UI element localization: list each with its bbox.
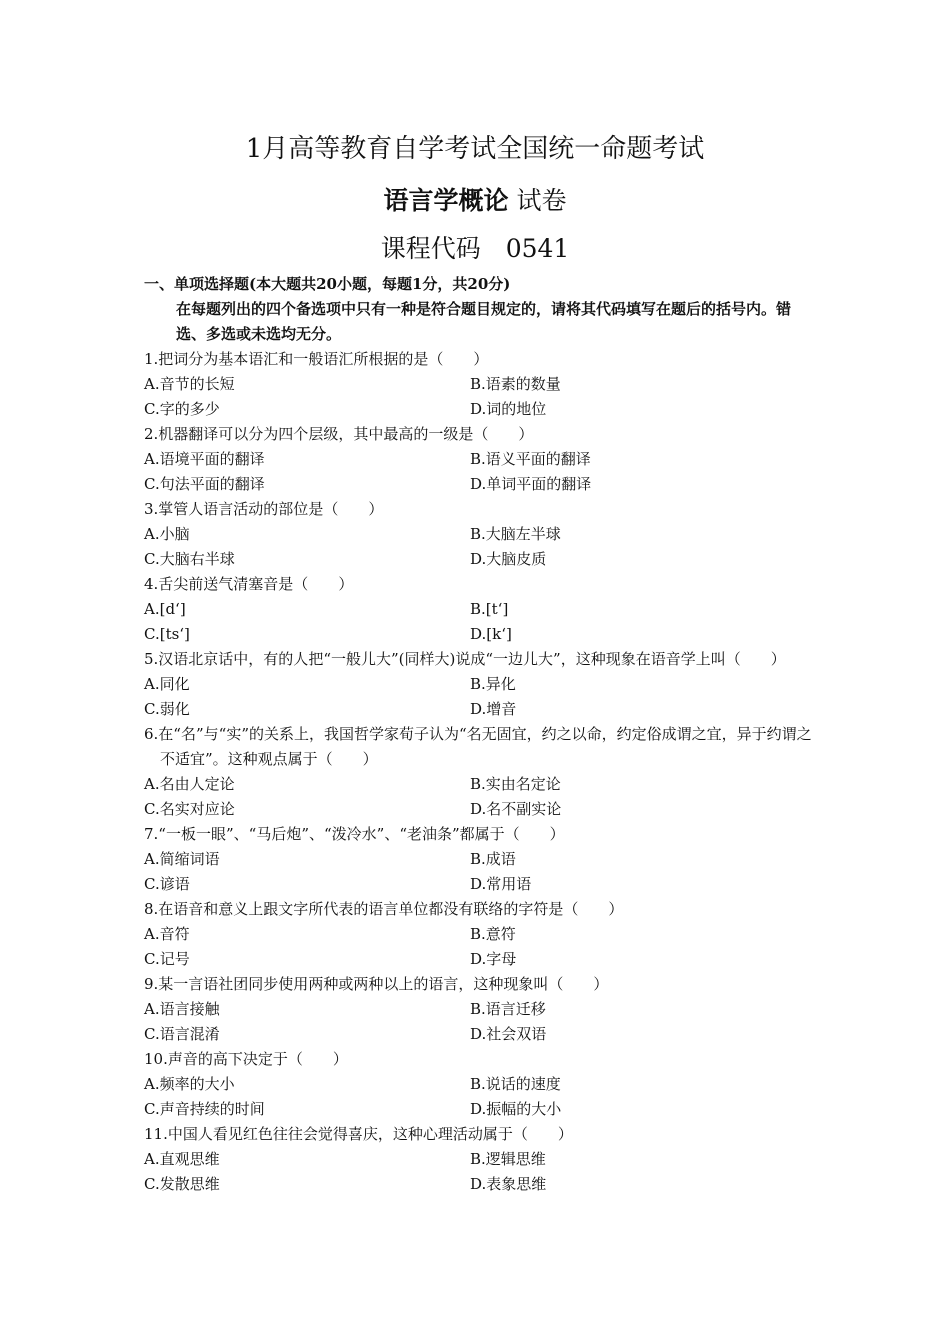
subject-name: 语言学概论 [383,186,509,215]
option-d: D.大脑皮质 [470,550,547,568]
option-d: D.单词平面的翻译 [470,475,592,493]
question-stem: 8.在语音和意义上跟文字所代表的语言单位都没有联络的字符是（ ） [144,900,624,918]
option-row [144,772,812,797]
question-stem: 10.声音的高下决定于（ ） [144,1050,348,1068]
option-a: A.简缩词语 [144,850,220,868]
option-row [144,997,812,1022]
subject-title [0,184,950,218]
option-row [144,547,812,572]
option-a: A.小脑 [144,525,190,543]
option-b: B.大脑左半球 [470,525,561,543]
option-c: C.名实对应论 [144,800,235,818]
option-row [144,1097,812,1122]
option-c: C.记号 [144,950,190,968]
question-stem: 9.某一言语社团同步使用两种或两种以上的语言，这种现象叫（ ） [144,975,609,993]
option-row [144,847,812,872]
option-row [144,472,812,497]
option-d: D.振幅的大小 [470,1100,562,1118]
option-b: B.意符 [470,925,516,943]
option-d: D.表象思维 [470,1175,547,1193]
option-b: B.成语 [470,850,516,868]
option-row [144,372,812,397]
exam-content [144,272,812,1197]
option-c: C.句法平面的翻译 [144,475,265,493]
option-a: A.同化 [144,675,190,693]
option-b: B.语素的数量 [470,375,561,393]
question-stem: 7.“一板一眼”、“马后炮”、“泼冷水”、“老油条”都属于（ ） [144,825,565,843]
option-b: B.实由名定论 [470,775,561,793]
question-stem: 5.汉语北京话中，有的人把“一般儿大”(同样大)说成“一边儿大”，这种现象在语音学上叫（ ） [144,650,786,668]
section-instruction: 在每题列出的四个备选项中只有一种是符合题目规定的，请将其代码填写在题后的括号内。错选、多选或未选均无分。 [176,300,792,343]
option-c: C.声音持续的时间 [144,1100,265,1118]
question-stem: 4.舌尖前送气清塞音是（ ） [144,575,354,593]
option-a: A.音符 [144,925,190,943]
option-c: C.发散思维 [144,1175,220,1193]
option-a: A.音节的长短 [144,375,235,393]
option-a: A.[d‘] [144,600,186,618]
option-row [144,522,812,547]
option-d: D.字母 [470,950,517,968]
option-c: C.[ts‘] [144,625,190,643]
subject-suffix: 试卷 [516,186,567,215]
option-b: B.逻辑思维 [470,1150,546,1168]
option-b: B.语言迁移 [470,1000,546,1018]
option-row [144,1022,812,1047]
option-b: B.[t‘] [470,600,509,618]
option-b: B.异化 [470,675,516,693]
option-row [144,947,812,972]
option-row [144,1072,812,1097]
option-c: C.字的多少 [144,400,220,418]
option-row [144,872,812,897]
option-d: D.词的地位 [470,400,547,418]
option-row [144,1172,812,1197]
option-d: D.名不副实论 [470,800,562,818]
option-d: D.社会双语 [470,1025,547,1043]
option-row [144,697,812,722]
option-row [144,797,812,822]
option-c: C.弱化 [144,700,190,718]
section-heading: 一、单项选择题(本大题共20小题，每题1分，共20分) [144,275,511,293]
option-row [144,597,812,622]
course-code: 课程代码 0541 [380,234,570,263]
option-row [144,447,812,472]
option-a: A.直观思维 [144,1150,220,1168]
option-row [144,1147,812,1172]
option-a: A.名由人定论 [144,775,235,793]
option-b: B.说话的速度 [470,1075,561,1093]
option-a: A.频率的大小 [144,1075,235,1093]
option-d: D.[k‘] [470,625,512,643]
option-c: C.谚语 [144,875,190,893]
option-b: B.语义平面的翻译 [470,450,591,468]
option-d: D.增音 [470,700,517,718]
option-a: A.语境平面的翻译 [144,450,265,468]
question-stem: 6.在“名”与“实”的关系上，我国哲学家荀子认为“名无固宜，约之以命，约定俗成谓之宜，异于约谓之不适宜”。这种观点属于（ ） [144,725,812,768]
option-c: C.语言混淆 [144,1025,220,1043]
option-d: D.常用语 [470,875,532,893]
option-c: C.大脑右半球 [144,550,235,568]
question-stem: 3.掌管人语言活动的部位是（ ） [144,500,384,518]
question-stem: 1.把词分为基本语汇和一般语汇所根据的是（ ） [144,350,489,368]
exam-title: 1月高等教育自学考试全国统一命题考试 [245,134,705,164]
option-row [144,622,812,647]
option-row [144,397,812,422]
question-stem: 2.机器翻译可以分为四个层级，其中最高的一级是（ ） [144,425,534,443]
question-stem: 11.中国人看见红色往往会觉得喜庆，这种心理活动属于（ ） [144,1125,573,1143]
option-row [144,922,812,947]
option-row [144,672,812,697]
option-a: A.语言接触 [144,1000,220,1018]
